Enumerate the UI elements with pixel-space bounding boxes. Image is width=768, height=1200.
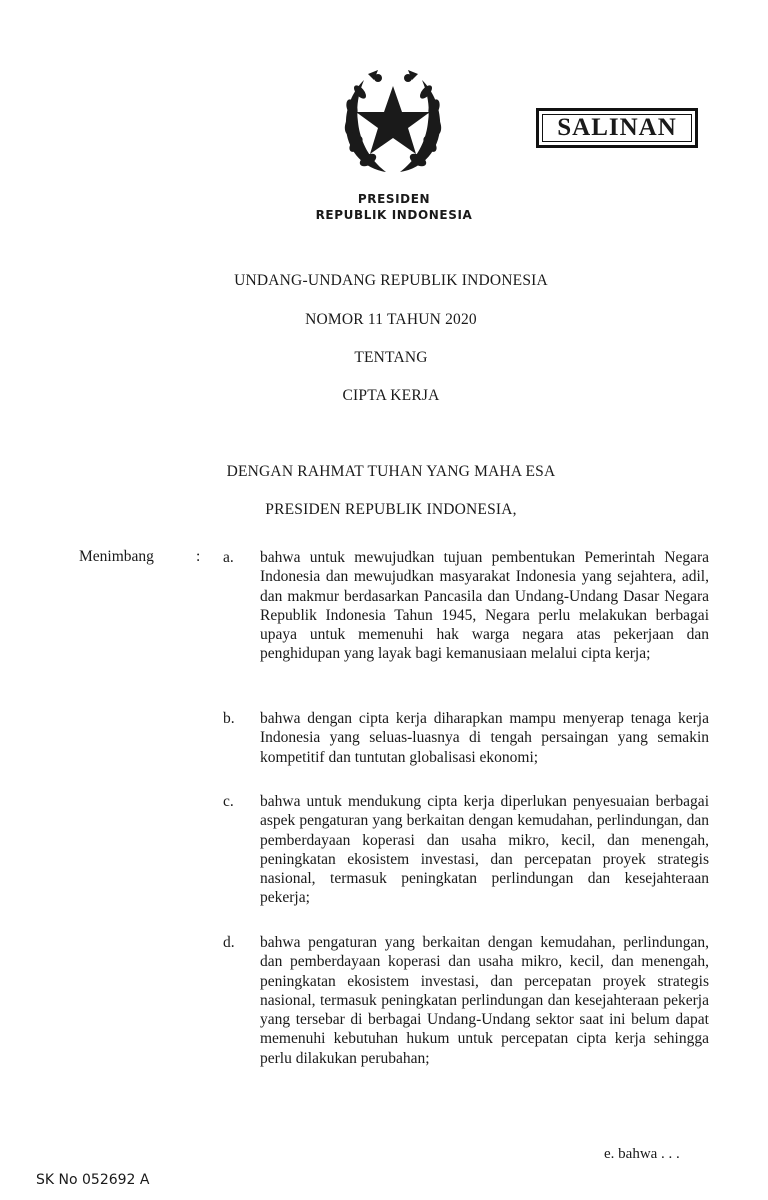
item-text: bahwa untuk mendukung cipta kerja diperlukan penyesuaian berbagai aspek pengaturan yang berkaitan dengan kemudahan, perlindungan, dan pemberdayaan koperasi dan usaha mikro, kecil, dan menengah, peningkatan ekosistem investasi, dan percepatan proyek strategis nasional, termasuk peningkatan perlindungan dan kesejahteraan pekerja; xyxy=(260,793,709,907)
preamble-line2: PRESIDEN REPUBLIK INDONESIA, xyxy=(265,501,517,518)
law-subject: CIPTA KERJA xyxy=(342,387,440,404)
consideration-item-b xyxy=(223,709,713,767)
law-title: UNDANG-UNDANG REPUBLIK INDONESIA xyxy=(234,272,548,289)
considerations-label: Menimbang xyxy=(79,548,154,565)
consideration-item-c xyxy=(223,792,713,908)
consideration-item-d xyxy=(223,933,713,1068)
salinan-stamp xyxy=(536,108,698,148)
item-text: bahwa untuk mewujudkan tujuan pembentukan Pemerintah Negara Indonesia dan mewujudkan masyarakat Indonesia yang sejahtera, adil, dan makmur berdasarkan Pancasila dan Undang-Undang Dasar Negara Republik Indonesia Tahun 1945, Negara perlu melakukan berbagai upaya untuk memenuhi hak warga negara atas pekerjaan dan penghidupan yang layak bagi kemanusiaan melalui cipta kerja; xyxy=(260,549,709,663)
serial-number: SK No 052692 A xyxy=(36,1172,150,1188)
item-letter: a. xyxy=(223,549,234,566)
issuer-line1: PRESIDEN xyxy=(357,192,431,206)
law-number: NOMOR 11 TAHUN 2020 xyxy=(305,311,477,328)
item-letter: b. xyxy=(223,710,235,727)
item-text: bahwa pengaturan yang berkaitan dengan kemudahan, perlindungan, dan pemberdayaan koperasi dan usaha mikro, kecil, dan menengah, peningkatan ekosistem investasi, dan percepatan proyek strategis nasional, termasuk peningkatan perlindungan dan kesejahteraan pekerja yang tersebar di berbagai Undang-Undang sektor saat ini belum dapat memenuhi kebutuhan hukum untuk percepatan cipta kerja sehingga perlu dilakukan perubahan; xyxy=(260,934,709,1067)
consideration-item-a xyxy=(223,548,713,664)
law-about: TENTANG xyxy=(354,349,428,366)
item-text: bahwa dengan cipta kerja diharapkan mampu menyerap tenaga kerja Indonesia yang seluas-luasnya di tengah persaingan yang semakin kompetitif dan tuntutan globalisasi ekonomi; xyxy=(260,710,709,766)
preamble-line1: DENGAN RAHMAT TUHAN YANG MAHA ESA xyxy=(226,463,556,480)
considerations-colon: : xyxy=(196,548,201,565)
garuda-star-emblem-icon xyxy=(338,68,448,178)
stamp-label: SALINAN xyxy=(557,114,677,141)
item-letter: d. xyxy=(223,934,235,951)
issuer-line2: REPUBLIK INDONESIA xyxy=(315,208,473,222)
continuation-note: e. bahwa . . . xyxy=(604,1146,680,1162)
item-letter: c. xyxy=(223,793,234,810)
